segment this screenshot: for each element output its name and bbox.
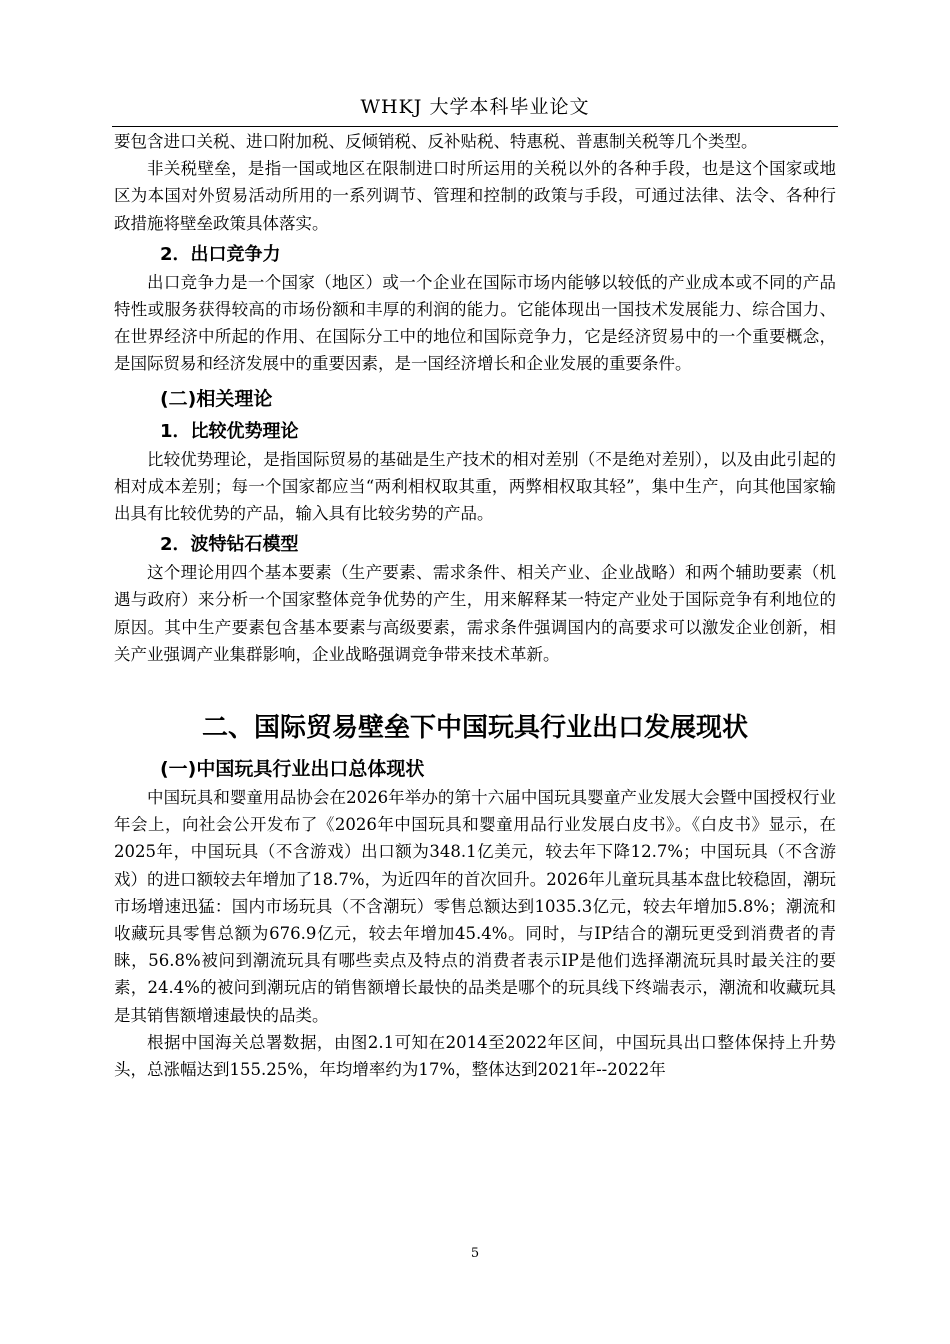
paragraph: 要包含进口关税、进口附加税、反倾销税、反补贴税、特惠税、普惠制关税等几个类型。 bbox=[114, 132, 758, 151]
document-body bbox=[114, 128, 836, 1083]
subsection-heading: (一)中国玩具行业出口总体现状 bbox=[160, 758, 425, 781]
chapter-heading: 二、国际贸易壁垒下中国玩具行业出口发展现状 bbox=[201, 713, 748, 744]
paragraph: 出口竞争力是一个国家（地区）或一个企业在国际市场内能够以较低的产业成本或不同的产品特性或服务获得较高的市场份额和丰厚的利润的能力。它能体现出一国技术发展能力、综合国力、在世界经济中所起的作用、在国际分工中的地位和国际竞争力，它是经济贸易中的一个重要概念，是国际贸易和经济发展中的重要因素，是一国经济增长和企业发展的重要条件。 bbox=[114, 272, 836, 374]
section-heading: 1．比较优势理论 bbox=[160, 420, 299, 442]
paragraph: 比较优势理论，是指国际贸易的基础是生产技术的相对差别（不是绝对差别），以及由此引起的相对成本差别；每一个国家都应当“两利相权取其重，两弊相权取其轻”，集中生产，向其他国家输出具有比较优势的产品，输入具有比较劣势的产品。 bbox=[114, 449, 836, 524]
page-header bbox=[112, 92, 838, 127]
paragraph: 这个理论用四个基本要素（生产要素、需求条件、相关产业、企业战略）和两个辅助要素（机遇与政府）来分析一个国家整体竞争优势的产生，用来解释某一特定产业处于国际竞争有利地位的原因。其中生产要素包含基本要素与高级要素，需求条件强调国内的高要求可以激发企业创新，相关产业强调产业集群影响，企业战略强调竞争带来技术革新。 bbox=[114, 563, 836, 664]
page-number: 5 bbox=[470, 1246, 480, 1261]
paragraph: 中国玩具和婴童用品协会在2026年举办的第十六届中国玩具婴童产业发展大会暨中国授权行业年会上，向社会公开发布了《2026年中国玩具和婴童用品行业发展白皮书》。《白皮书》显示，在2025年，中国玩具（不含游戏）出口额为348.1亿美元，较去年下降12.7%；中国玩具（不含游戏）的进口额较去年增加了18.7%，为近四年的首次回升。2026年儿童玩具基本盘比较稳固，潮玩市场增速迅猛：国内市场玩具（不含潮玩）零售总额达到1035.3亿元，较去年增加5.8%；潮流和收藏玩具零售总额为676.9亿元，较去年增加45.4%。同时，与IP结合的潮玩更受到消费者的青睐，56.8%被问到潮流玩具有哪些卖点及特点的消费者表示IP是他们选择潮流玩具时最关注的要素，24.4%的被问到潮玩店的销售额增长最快的品类是哪个的玩具线下终端表示，潮流和收藏玩具是其销售额增速最快的品类。 bbox=[114, 788, 836, 1025]
paragraph: 根据中国海关总署数据，由图2.1可知在2014至2022年区间，中国玩具出口整体保持上升势头，总涨幅达到155.25%，年均增率约为17%，整体达到2021年--2022年 bbox=[114, 1032, 836, 1080]
paragraph: 非关税壁垒，是指一国或地区在限制进口时所运用的关税以外的各种手段，也是这个国家或地区为本国对外贸易活动所用的一系列调节、管理和控制的政策与手段，可通过法律、法令、各种行政措施将壁垒政策具体落实。 bbox=[114, 159, 836, 233]
section-heading: 2．波特钻石模型 bbox=[160, 534, 299, 556]
subsection-heading: (二)相关理论 bbox=[160, 387, 273, 410]
header-title: WHKJ 大学本科毕业论文 bbox=[360, 96, 590, 118]
section-heading: 2．出口竞争力 bbox=[160, 243, 281, 265]
